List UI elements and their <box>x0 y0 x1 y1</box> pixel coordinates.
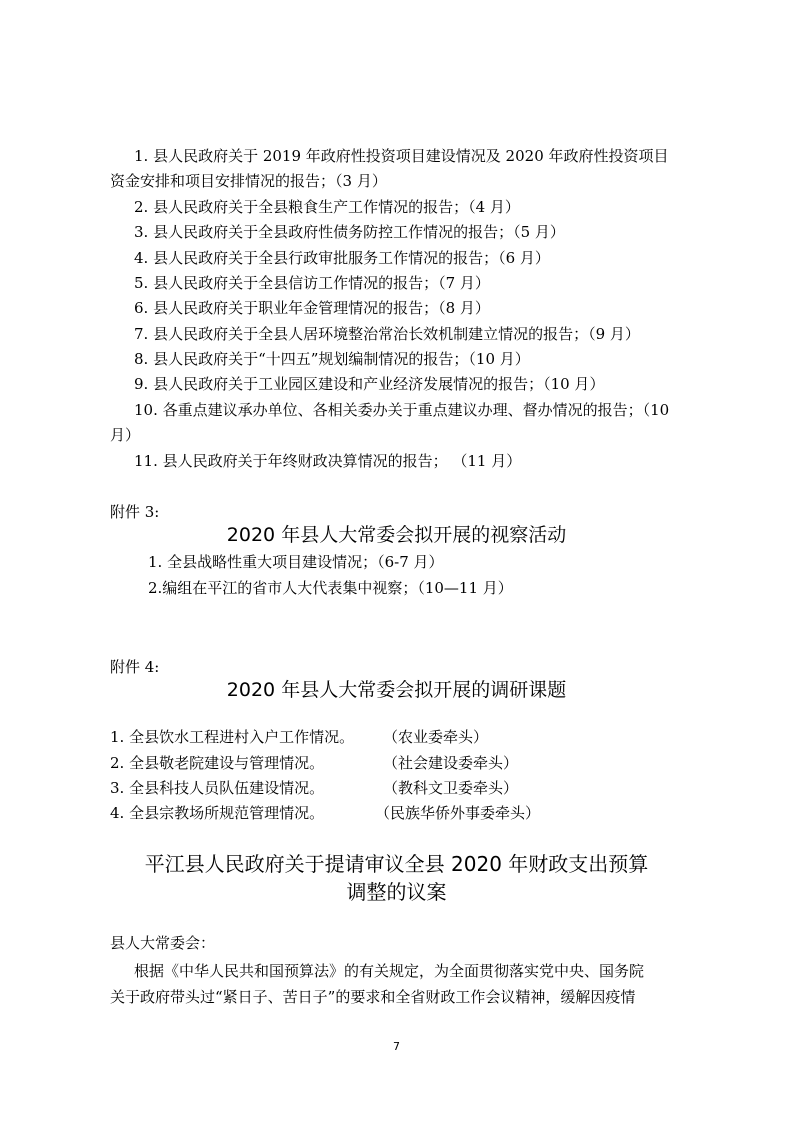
report-item-8: 8. 县人民政府关于“十四五”规划编制情况的报告；（10 月） <box>134 350 530 368</box>
attachment-4-title: 2020 年县人大常委会拟开展的调研课题 <box>226 679 567 701</box>
attachment-3-title: 2020 年县人大常委会拟开展的视察活动 <box>226 524 567 546</box>
research-lead-1: （农业委牵头） <box>383 728 489 746</box>
report-item-1-continued: 资金安排和项目安排情况的报告；（3 月） <box>110 172 387 190</box>
report-item-4: 4. 县人民政府关于全县行政审批服务工作情况的报告；（6 月） <box>134 249 550 267</box>
research-lead-4: （民族华侨外事委牵头） <box>375 804 541 822</box>
inspection-item-1: 1. 全县战略性重大项目建设情况；（6-7 月） <box>148 553 444 571</box>
research-lead-2: （社会建设委牵头） <box>383 754 519 772</box>
proposal-body-line-2: 关于政府带头过“紧日子、苦日子”的要求和全省财政工作会议精神，缓解因疫情 <box>110 988 636 1006</box>
report-item-5: 5. 县人民政府关于全县信访工作情况的报告；（7 月） <box>134 274 490 292</box>
inspection-item-2: 2.编组在平江的省市人大代表集中视察；（10—11 月） <box>148 579 513 597</box>
report-item-1: 1. 县人民政府关于 2019 年政府性投资项目建设情况及 2020 年政府性投资项目 <box>134 147 669 165</box>
report-item-3: 3. 县人民政府关于全县政府性债务防控工作情况的报告；（5 月） <box>134 223 565 241</box>
research-topic-1: 1. 全县饮水工程进村入户工作情况。 <box>110 728 355 746</box>
proposal-body-line-1: 根据《中华人民共和国预算法》的有关规定，为全面贯彻落实党中央、国务院 <box>134 962 645 980</box>
report-item-10-continued: 月） <box>110 426 141 444</box>
proposal-title-line-1: 平江县人民政府关于提请审议全县 2020 年财政支出预算 <box>144 852 649 876</box>
attachment-3-label: 附件 3: <box>110 503 160 521</box>
research-topic-3: 3. 全县科技人员队伍建设情况。 <box>110 779 325 797</box>
proposal-title-line-2: 调整的议案 <box>346 880 447 904</box>
research-topic-2: 2. 全县敬老院建设与管理情况。 <box>110 754 325 772</box>
research-topic-4: 4. 全县宗教场所规范管理情况。 <box>110 804 325 822</box>
report-item-9: 9. 县人民政府关于工业园区建设和产业经济发展情况的报告；（10 月） <box>134 375 605 393</box>
proposal-salutation: 县人大常委会： <box>110 934 216 952</box>
page-number: 7 <box>393 1040 400 1053</box>
research-lead-3: （教科文卫委牵头） <box>383 779 519 797</box>
report-item-6: 6. 县人民政府关于职业年金管理情况的报告；（8 月） <box>134 299 490 317</box>
report-item-7: 7. 县人民政府关于全县人居环境整治常治长效机制建立情况的报告；（9 月） <box>134 325 640 343</box>
report-item-2: 2. 县人民政府关于全县粮食生产工作情况的报告；（4 月） <box>134 198 520 216</box>
report-item-11: 11. 县人民政府关于年终财政决算情况的报告； （11 月） <box>134 452 522 470</box>
attachment-4-label: 附件 4: <box>110 658 160 676</box>
report-item-10: 10. 各重点建议承办单位、各相关委办关于重点建议办理、督办情况的报告；（10 <box>134 401 670 419</box>
